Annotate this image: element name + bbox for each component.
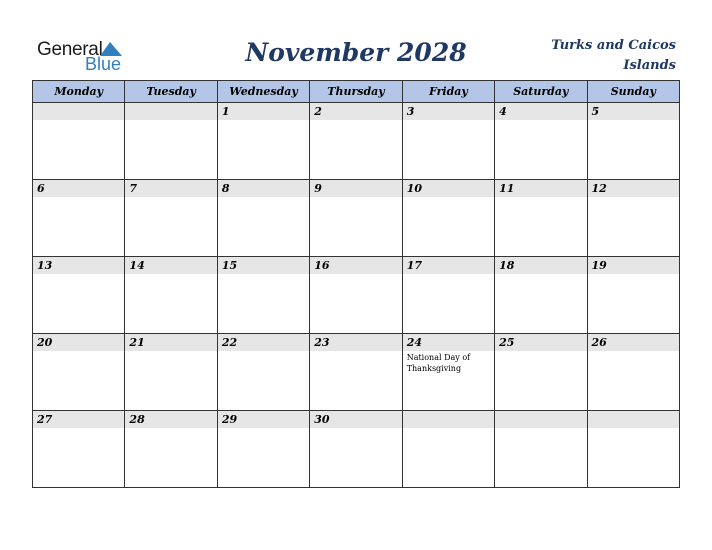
day-number: 29: [221, 413, 238, 426]
day-cell: [402, 334, 494, 411]
day-cell: [125, 257, 217, 334]
day-number: 11: [499, 182, 515, 195]
day-cell: [33, 257, 125, 334]
day-number: 16: [314, 259, 330, 272]
day-number: 17: [406, 259, 422, 272]
day-number-strip: [310, 411, 401, 428]
day-cell: [33, 103, 125, 180]
weekday-header: Wednesday: [217, 81, 309, 103]
day-cell: [587, 103, 679, 180]
day-cell: [587, 334, 679, 411]
holiday-event: National Day of Thanksgiving: [406, 353, 471, 373]
day-number: 13: [37, 259, 53, 272]
day-number: 19: [591, 259, 607, 272]
day-number-strip: [495, 257, 586, 274]
day-number-strip: [125, 411, 216, 428]
day-cell: [33, 334, 125, 411]
day-number-strip: [33, 411, 124, 428]
day-number: 14: [129, 259, 145, 272]
day-cell: [33, 411, 125, 488]
day-cell: [310, 180, 402, 257]
day-cell: [495, 180, 587, 257]
day-number: 21: [129, 336, 145, 349]
day-number-strip: [588, 257, 679, 274]
weekday-header: Tuesday: [125, 81, 217, 103]
day-cell: [587, 180, 679, 257]
day-cell: [495, 257, 587, 334]
day-cell: [587, 257, 679, 334]
day-number-strip: [218, 103, 309, 120]
day-number: 1: [221, 105, 230, 118]
day-number-strip: [403, 411, 494, 428]
day-number: 26: [591, 336, 607, 349]
day-number: 25: [499, 336, 515, 349]
day-cell: [402, 411, 494, 488]
day-number-strip: [495, 334, 586, 351]
day-number: 30: [314, 413, 330, 426]
day-cell: [310, 411, 402, 488]
day-number-strip: [495, 180, 586, 197]
calendar-grid: [32, 80, 680, 488]
day-number: 6: [37, 182, 45, 195]
day-number-strip: [495, 103, 586, 120]
day-cell: [125, 334, 217, 411]
day-number-strip: [33, 103, 124, 120]
day-cell: [495, 411, 587, 488]
day-cell: [125, 180, 217, 257]
week-row: [33, 411, 680, 488]
day-cell: [217, 334, 309, 411]
logo-word-blue: Blue: [85, 54, 122, 74]
day-number-strip: [310, 103, 401, 120]
day-number-strip: [403, 257, 494, 274]
day-number: 9: [314, 182, 322, 195]
generalblue-logo: [37, 39, 137, 75]
day-cell: [217, 411, 309, 488]
day-cell: [495, 334, 587, 411]
country-name: Turks and Caicos Islands: [551, 38, 676, 73]
day-number-strip: [588, 411, 679, 428]
day-number-strip: [218, 411, 309, 428]
day-number-strip: [33, 334, 124, 351]
day-number: 18: [499, 259, 515, 272]
logo-word-general: General: [37, 39, 103, 60]
day-number-strip: [588, 180, 679, 197]
week-row: [33, 180, 680, 257]
day-number: 2: [314, 105, 322, 118]
day-number: 24: [406, 336, 422, 349]
weekday-header: Monday: [33, 81, 125, 103]
day-number-strip: [125, 334, 216, 351]
day-number-strip: [218, 180, 309, 197]
day-cell: [217, 257, 309, 334]
day-number-strip: [33, 180, 124, 197]
day-cell: [402, 180, 494, 257]
day-number: 22: [221, 336, 238, 349]
day-cell: [402, 103, 494, 180]
day-number-strip: [495, 411, 586, 428]
day-number: 5: [591, 105, 600, 118]
day-number: 10: [406, 182, 422, 195]
day-number-strip: [310, 334, 401, 351]
day-number-strip: [310, 257, 401, 274]
day-number-strip: [125, 257, 216, 274]
weekday-header: Thursday: [310, 81, 402, 103]
day-number-strip: [125, 103, 216, 120]
day-number-strip: [588, 334, 679, 351]
day-number: 20: [37, 336, 53, 349]
weekday-header: Friday: [402, 81, 494, 103]
day-number-strip: [33, 257, 124, 274]
day-number: 8: [221, 182, 230, 195]
day-number-strip: [588, 103, 679, 120]
day-cell: [495, 103, 587, 180]
day-number: 15: [221, 259, 238, 272]
day-number: 7: [129, 182, 138, 195]
day-number: 12: [591, 182, 607, 195]
day-number: 27: [37, 413, 53, 426]
day-number: 28: [129, 413, 145, 426]
day-cell: [33, 180, 125, 257]
day-cell: [125, 103, 217, 180]
day-number: 3: [406, 105, 415, 118]
day-number-strip: [403, 103, 494, 120]
week-row: [33, 334, 680, 411]
day-cell: [217, 103, 309, 180]
day-number-strip: [125, 180, 216, 197]
weekday-header: Sunday: [587, 81, 679, 103]
day-cell: [402, 257, 494, 334]
day-number-strip: [403, 180, 494, 197]
day-number-strip: [310, 180, 401, 197]
day-number-strip: [218, 257, 309, 274]
week-row: [33, 257, 680, 334]
day-number: 4: [499, 105, 507, 118]
week-row: [33, 103, 680, 180]
day-cell: [217, 180, 309, 257]
day-cell: [587, 411, 679, 488]
day-number-strip: [403, 334, 494, 351]
day-number: 23: [314, 336, 330, 349]
day-number-strip: [218, 334, 309, 351]
weekday-header: Saturday: [495, 81, 587, 103]
weekday-header-row: [33, 81, 680, 103]
day-cell: [310, 103, 402, 180]
day-cell: [310, 257, 402, 334]
day-cell: [125, 411, 217, 488]
calendar-title: November 2028: [245, 38, 467, 67]
day-cell: [310, 334, 402, 411]
